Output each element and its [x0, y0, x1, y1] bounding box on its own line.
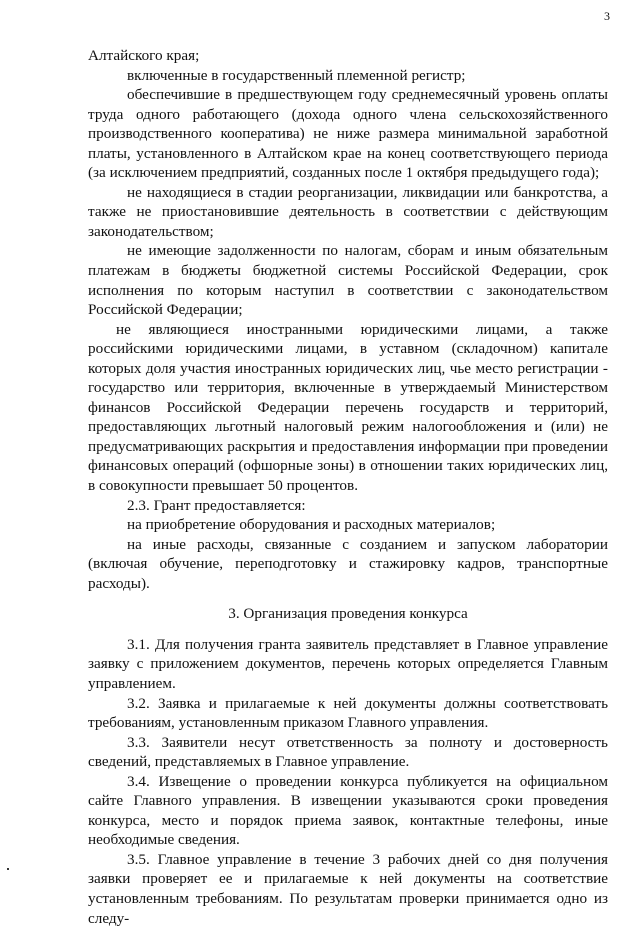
paragraph: 3.4. Извещение о проведении конкурса публикуется на официальном сайте Главного управления. В извещении указываются сроки проведения конкурса, место и порядок приема заявок, контактные телефоны, иные необходимые сведения.	[88, 772, 608, 849]
page-number: 3	[604, 9, 610, 23]
document-body	[88, 46, 608, 928]
paragraph: 3.1. Для получения гранта заявитель представляет в Главное управление заявку с приложением документов, перечень которых определяется Главным управлением.	[88, 635, 608, 692]
paragraph: 3.2. Заявка и прилагаемые к ней документы должны соответствовать требованиям, установленным приказом Главного управления.	[88, 694, 608, 732]
paragraph: не имеющие задолженности по налогам, сборам и иным обязательным платежам в бюджеты бюджетной системы Российской Федерации, срок исполнения по которым наступил в соответствии с законодательством Российской Федерации;	[88, 242, 608, 319]
section-heading: 3. Организация проведения конкурса	[228, 605, 468, 623]
paragraph: не находящиеся в стадии реорганизации, ликвидации или банкротства, а также не приостановившие деятельность в соответствии с действующим законодательством;	[88, 183, 608, 240]
paragraph: 3.5. Главное управление в течение 3 рабочих дней со дня получения заявки проверяет ее и прилагаемые к ней документы на соответствие установленным требованиям. По результатам проверки принимается одно из следу-	[88, 850, 608, 927]
paragraph: 2.3. Грант предоставляется:	[127, 496, 306, 514]
paragraph: обеспечившие в предшествующем году среднемесячный уровень оплаты труда одного работающего (дохода одного члена сельскохозяйственного производственного кооператива) не ниже размера минимальной заработной платы, установленного в Алтайском крае на конец соответствующего периода (за исключением предприятий, созданных после 1 октября предыдущего года);	[88, 86, 608, 182]
paragraph: 3.3. Заявители несут ответственность за полноту и достоверность сведений, представляемых в Главное управление.	[88, 733, 608, 771]
paragraph: включенные в государственный племенной регистр;	[127, 66, 466, 84]
paragraph: на иные расходы, связанные с созданием и запуском лаборатории (включая обучение, переподготовку и стажировку кадров, транспортные расходы).	[88, 535, 608, 592]
paragraph: Алтайского края;	[88, 47, 200, 64]
paragraph: не являющиеся иностранными юридическими лицами, а также российскими юридическими лицами, в уставном (складочном) капитале которых доля участия иностранных юридических лиц, чье место регистрации - государство или территория, включенные в утверждаемый Министерством финансов Российской Федерации перечень государств и территорий, предоставляющих льготный налоговый режим налогообложения и (или) не предусматривающих раскрытия и предоставления информации при проведении финансовых операций (офшорные зоны) в отношении таких юридических лиц, в совокупности превышает 50 процентов.	[88, 320, 608, 495]
paragraph: на приобретение оборудования и расходных материалов;	[127, 516, 496, 534]
scan-speck	[7, 868, 9, 870]
